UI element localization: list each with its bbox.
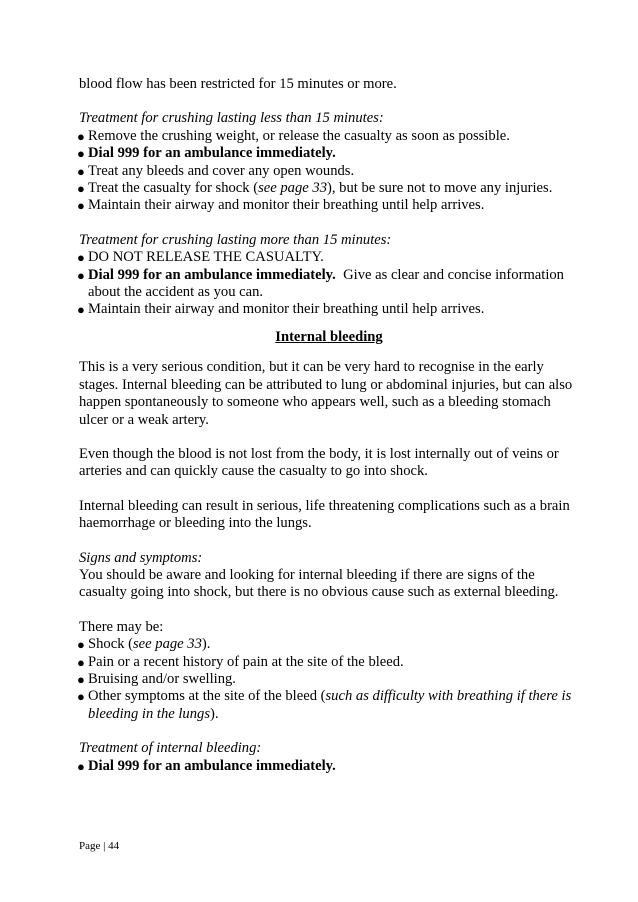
bullet-icon: ● (77, 181, 85, 197)
document-body (79, 76, 579, 775)
treatment-heading: Treatment of internal bleeding: (79, 740, 262, 757)
list-item: ● Maintain their airway and monitor their breathing until help arrives. (77, 301, 485, 318)
bullet-icon: ● (77, 250, 85, 266)
crush-more-list (79, 249, 579, 319)
bullet-icon: ● (77, 689, 85, 705)
list-item: ● DO NOT RELEASE THE CASUALTY. (77, 249, 324, 266)
signs-heading: Signs and symptoms: (79, 549, 203, 566)
bullet-icon: ● (77, 128, 85, 144)
list-item: ● Bruising and/or swelling. (77, 670, 236, 687)
bullet-icon: ● (77, 163, 85, 179)
bullet-icon: ● (77, 302, 85, 318)
symptoms-list (79, 636, 579, 723)
page-number: Page | 44 (79, 840, 120, 852)
bullet-icon: ● (77, 146, 85, 162)
section-title: Internal bleeding (275, 328, 383, 345)
bullet-icon: ● (77, 198, 85, 214)
paragraph: This is a very serious condition, but it can be very hard to recognise in the early stages. Internal bleeding can be attributed to lung or abdominal injuries, but can also happen spontaneously to someone who appears well, such as a bleeding stomach ulcer or a weak artery. (79, 359, 573, 428)
list-item: ● Dial 999 for an ambulance immediately. Give as clear and concise information about the accident as you can. (77, 266, 568, 301)
list-item: ● Shock (see page 33). (77, 636, 211, 653)
paragraph: Internal bleeding can result in serious, life threatening complications such as a brain haemorrhage or bleeding into the lungs. (79, 497, 570, 532)
bullet-icon: ● (77, 637, 85, 653)
list-item: ● Dial 999 for an ambulance immediately. (77, 757, 336, 774)
list-item: ● Other symptoms at the site of the bleed (such as difficulty with breathing if there is bleeding in the lungs). (77, 688, 572, 722)
paragraph: Even though the blood is not lost from the body, it is lost internally out of veins or arteries and can quickly cause the casualty to go into shock. (79, 445, 559, 480)
bullet-icon: ● (77, 267, 85, 283)
paragraph: You should be aware and looking for internal bleeding if there are signs of the casualty going into shock, but there is no obvious cause such as external bleeding. (79, 566, 559, 601)
list-item: ● Remove the crushing weight, or release the casualty as soon as possible. (77, 127, 510, 144)
bullet-icon: ● (77, 758, 85, 774)
list-item: ● Treat the casualty for shock (see page 33), but be sure not to move any injuries. (77, 180, 553, 197)
list-item: ● Dial 999 for an ambulance immediately. (77, 145, 336, 162)
list-item: ● Maintain their airway and monitor their breathing until help arrives. (77, 197, 485, 214)
treatment-list (79, 758, 579, 775)
list-item: ● Treat any bleeds and cover any open wounds. (77, 162, 355, 179)
intro-line: blood flow has been restricted for 15 minutes or more. (79, 76, 397, 92)
list-item: ● Pain or a recent history of pain at the site of the bleed. (77, 653, 404, 670)
crush-less-heading: Treatment for crushing lasting less than 15 minutes: (79, 110, 384, 127)
may-be-label: There may be: (79, 618, 164, 635)
crush-more-heading: Treatment for crushing lasting more than 15 minutes: (79, 231, 392, 248)
bullet-icon: ● (77, 671, 85, 687)
crush-less-list (79, 128, 579, 215)
bullet-icon: ● (77, 654, 85, 670)
